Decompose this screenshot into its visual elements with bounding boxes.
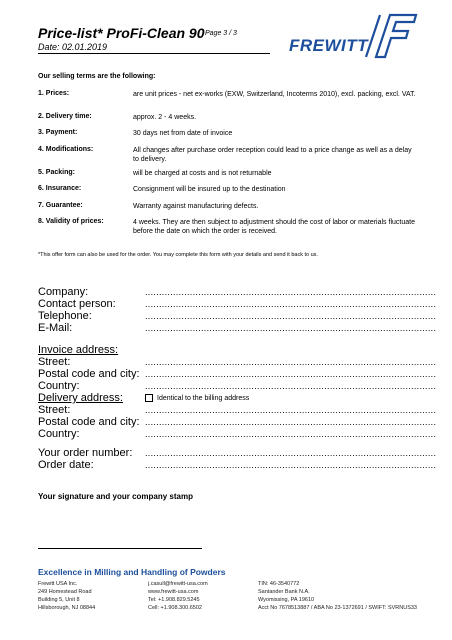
footer-contact-column: [148, 580, 208, 612]
term-text-prices: are unit prices - net ex-works (EXW, Switzerland, Incoterms 2010), excl. packing, excl. VAT.: [133, 91, 416, 98]
term-text-guarantee: Warranty against manufacturing defects.: [133, 203, 259, 210]
term-label-validity: 8. Validity of prices:: [38, 218, 104, 225]
term-label-packing: 5. Packing:: [38, 169, 75, 176]
delivery-country-label: Country:: [38, 428, 80, 440]
footer-street: 249 Homestead Road: [38, 589, 92, 595]
page-number: Page 3 / 3: [205, 30, 237, 37]
footer-tin: TIN: 46-3540772: [258, 581, 300, 587]
order-number-label: Your order number:: [38, 447, 133, 459]
order-date-label: Order date:: [38, 459, 94, 471]
frewitt-logo-icon: [362, 11, 420, 64]
delivery-country-field[interactable]: ........................................................................................................: [145, 429, 437, 439]
term-label-insurance: 6. Insurance:: [38, 185, 82, 192]
email-field[interactable]: ........................................................................................................: [145, 323, 437, 333]
term-label-modifications: 4. Modifications:: [38, 146, 94, 153]
footer-email-link[interactable]: j.casull@frewitt-usa.com: [148, 581, 208, 587]
delivery-street-field[interactable]: ........................................................................................................: [145, 405, 437, 415]
identical-address-label: Identical to the billing address: [157, 394, 250, 402]
footer-phone: Tel: +1.908.829.5245: [148, 597, 200, 603]
term-text-packing: will be charged at costs and is not returnable: [133, 170, 272, 177]
document-date: Date: 02.01.2019: [38, 42, 108, 52]
footer-city: Hillsborough, NJ 08844: [38, 605, 96, 611]
term-label-prices: 1. Prices:: [38, 90, 70, 97]
frewitt-logo-text: FREWITT: [289, 36, 369, 55]
term-label-payment: 3. Payment:: [38, 129, 78, 136]
footer-company-name: Frewitt USA Inc.: [38, 581, 78, 587]
footer-bank-city: Wyomissing, PA 19610: [258, 597, 315, 603]
footer-address-column: [38, 580, 95, 612]
term-text-delivery-time: approx. 2 - 4 weeks.: [133, 114, 197, 121]
signature-line[interactable]: [38, 548, 202, 549]
email-label: E-Mail:: [38, 322, 73, 334]
term-text-validity: 4 weeks. They are then subject to adjustment should the cost of labor or materials fluctuate before the date on which the order is received.: [133, 219, 415, 235]
order-number-field[interactable]: ........................................................................................................: [145, 448, 437, 458]
invoice-postal-label: Postal code and city:: [38, 368, 140, 380]
delivery-street-label: Street:: [38, 404, 71, 416]
signature-heading: Your signature and your company stamp: [38, 492, 193, 501]
footer-account: Acct No 7678513887 / ABA No 23-1372691 / SWIFT: SVRNUS33: [258, 605, 417, 611]
invoice-postal-field[interactable]: ........................................................................................................: [145, 369, 437, 379]
footer-website-link[interactable]: www.frewitt-usa.com: [148, 589, 199, 595]
term-text-insurance: Consignment will be insured up to the destination: [133, 186, 286, 193]
contact-person-field[interactable]: ........................................................................................................: [145, 299, 437, 309]
invoice-address-heading: Invoice address:: [38, 344, 119, 356]
footer-building: Building 5, Unit 8: [38, 597, 80, 603]
contact-person-label: Contact person:: [38, 298, 116, 310]
identical-address-option[interactable]: [145, 394, 249, 402]
invoice-country-label: Country:: [38, 380, 80, 392]
term-text-modifications: All changes after purchase order reception could lead to a price change as well as a delay to delivery.: [133, 147, 412, 163]
telephone-label: Telephone:: [38, 310, 92, 322]
order-date-field[interactable]: ........................................................................................................: [145, 460, 437, 470]
footer-cell: Cell: +1.908.300.6502: [148, 605, 202, 611]
term-label-guarantee: 7. Guarantee:: [38, 202, 83, 209]
delivery-address-heading: Delivery address:: [38, 392, 123, 404]
footer-bank-name: Santander Bank N.A.: [258, 589, 310, 595]
invoice-street-field[interactable]: ........................................................................................................: [145, 357, 437, 367]
invoice-street-label: Street:: [38, 356, 71, 368]
delivery-postal-field[interactable]: ........................................................................................................: [145, 417, 437, 427]
order-form-note: *This offer form can also be used for the order. You may complete this form with your details and send it back to us.: [38, 252, 318, 258]
term-text-payment: 30 days net from date of invoice: [133, 130, 233, 137]
term-label-delivery-time: 2. Delivery time:: [38, 113, 92, 120]
invoice-country-field[interactable]: ........................................................................................................: [145, 381, 437, 391]
delivery-postal-label: Postal code and city:: [38, 416, 140, 428]
telephone-field[interactable]: ........................................................................................................: [145, 311, 437, 321]
terms-intro: Our selling terms are the following:: [38, 73, 156, 80]
identical-address-checkbox[interactable]: [145, 394, 153, 402]
footer-bank-column: [258, 580, 417, 612]
header-rule: [38, 53, 270, 54]
footer-slogan: Excellence in Milling and Handling of Powders: [38, 567, 226, 577]
company-label: Company:: [38, 286, 89, 298]
company-field[interactable]: ........................................................................................................: [145, 287, 437, 297]
document-title: Price-list* ProFi-Clean 90: [38, 25, 205, 41]
